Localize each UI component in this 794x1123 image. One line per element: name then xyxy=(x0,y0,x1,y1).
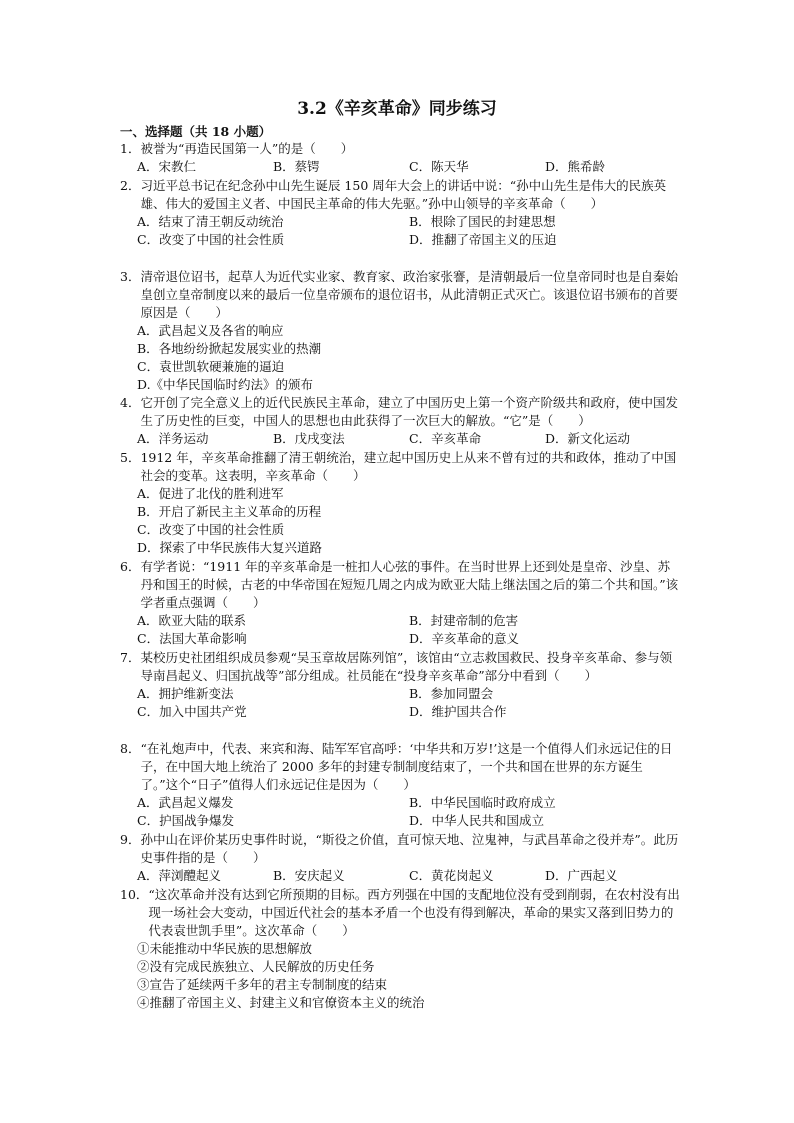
question-5 xyxy=(120,449,680,557)
option-a: A．欧亚大陆的联系 xyxy=(137,613,247,628)
option-d: D．维护国共合作 xyxy=(409,704,507,719)
page-title: 3.2《辛亥革命》同步练习 xyxy=(297,99,497,119)
question-9 xyxy=(120,831,680,885)
option-a: A．武昌起义及各省的响应 xyxy=(137,323,284,338)
option-b: B．中华民国临时政府成立 xyxy=(409,795,556,810)
question-number: 5． xyxy=(120,450,141,465)
option-a: A．武昌起义爆发 xyxy=(137,795,234,810)
option-c: C．加入中国共产党 xyxy=(137,704,247,719)
option-b: B．各地纷纷掀起发展实业的热潮 xyxy=(137,341,322,356)
option-d: D．广西起义 xyxy=(545,868,618,883)
option-a: A．宋教仁 xyxy=(137,159,197,174)
option-b: B．蔡锷 xyxy=(273,159,320,174)
question-number: 4． xyxy=(120,395,141,410)
statement-1: ①未能推动中华民族的思想解放 xyxy=(137,941,313,956)
question-6 xyxy=(120,558,680,648)
question-2 xyxy=(120,177,680,249)
option-a: A．洋务运动 xyxy=(137,431,209,446)
option-c: C．辛亥革命 xyxy=(409,431,482,446)
statement-2: ②没有完成民族独立、人民解放的历史任务 xyxy=(137,959,375,974)
option-b: B．封建帝制的危害 xyxy=(409,613,519,628)
question-number: 9． xyxy=(120,832,141,847)
option-d: D．熊希龄 xyxy=(545,159,606,174)
option-c: C．陈天华 xyxy=(409,159,469,174)
statement-3: ③宣告了延续两千多年的君主专制制度的结束 xyxy=(137,977,388,992)
question-stem: 清帝退位诏书，起草人为近代实业家、教育家、政治家张謇，是清朝最后一位皇帝同时也是自秦始皇创立皇帝制度以来的最后一位皇帝颁布的退位诏书，从此清朝正式灭亡。该退位诏书颁布的首要原因是（ ） xyxy=(140,269,678,320)
question-stem: 1912 年，辛亥革命推翻了清王朝统治，建立起中国历史上从来不曾有过的共和政体，推动了中国社会的变革。这表明，辛亥革命（ ） xyxy=(140,450,677,483)
option-b: B．根除了国民的封建思想 xyxy=(409,214,556,229)
option-a: A．促进了北伐的胜利进军 xyxy=(137,486,284,501)
statement-4: ④推翻了帝国主义、封建主义和官僚资本主义的统治 xyxy=(137,995,425,1010)
option-c: C．改变了中国的社会性质 xyxy=(137,232,285,247)
option-d: D．中华人民共和国成立 xyxy=(409,813,545,828)
question-10 xyxy=(120,886,680,1012)
question-number: 2． xyxy=(120,178,141,193)
option-a: A．萍浏醴起义 xyxy=(137,868,222,883)
question-stem: “这次革命并没有达到它所预期的目标。西方列强在中国的支配地位没有受到削弱，在农村没有出现一场社会大变动，中国近代社会的基本矛盾一个也没有得到解决，革命的果实又落到旧势力的代表袁世凯手里”。这次革命（ ） xyxy=(148,887,680,938)
section-heading: 一、选择题（共 18 小题） xyxy=(120,124,272,139)
option-b: B．戊戌变法 xyxy=(273,431,345,446)
option-c: C．黄花岗起义 xyxy=(409,868,494,883)
question-stem: 它开创了完全意义上的近代民族民主革命，建立了中国历史上第一个资产阶级共和政府，使中国发生了历史性的巨变，中国人的思想也由此获得了一次巨大的解放。“它”是（ ） xyxy=(140,395,678,428)
option-a: A．拥护维新变法 xyxy=(137,686,234,701)
option-b: B．开启了新民主主义革命的历程 xyxy=(137,504,322,519)
option-d: D．探索了中华民族伟大复兴道路 xyxy=(137,540,323,555)
option-d: D．新文化运动 xyxy=(545,431,631,446)
question-stem: 孙中山在评价某历史事件时说，“斯役之价值，直可惊天地、泣鬼神，与武昌革命之役并寿”。此历史事件指的是（ ） xyxy=(140,832,679,865)
option-a: A．结束了清王朝反动统治 xyxy=(137,214,284,229)
option-d: D.《中华民国临时约法》的颁布 xyxy=(137,377,314,392)
option-d: D．辛亥革命的意义 xyxy=(409,631,520,646)
question-stem: 被誉为“再造民国第一人”的是（ ） xyxy=(140,141,354,156)
question-number: 6． xyxy=(120,559,141,574)
question-3 xyxy=(120,268,680,394)
option-c: C．改变了中国的社会性质 xyxy=(137,522,285,537)
question-number: 8． xyxy=(120,741,141,756)
question-number: 7． xyxy=(120,650,141,665)
question-stem: 有学者说：“1911 年的辛亥革命是一桩扣人心弦的事件。在当时世界上还到处是皇帝、沙皇、苏丹和国王的时候，古老的中华帝国在短短几周之内成为欧亚大陆上继法国之后的第二个共和国。”该学者重点强调（ ） xyxy=(140,559,679,610)
option-b: B．安庆起义 xyxy=(273,868,345,883)
option-c: C．袁世凯软硬兼施的逼迫 xyxy=(137,359,285,374)
question-number: 3． xyxy=(120,269,141,284)
option-c: C．法国大革命影响 xyxy=(137,631,247,646)
question-4 xyxy=(120,394,680,448)
question-number: 10． xyxy=(120,887,149,902)
option-b: B．参加同盟会 xyxy=(409,686,494,701)
question-7 xyxy=(120,649,680,721)
question-stem: 习近平总书记在纪念孙中山先生诞辰 150 周年大会上的讲话中说：“孙中山先生是伟大的民族英雄、伟大的爱国主义者、中国民主革命的伟大先驱。”孙中山领导的辛亥革命（ ） xyxy=(140,178,667,211)
option-c: C．护国战争爆发 xyxy=(137,813,235,828)
question-1 xyxy=(120,140,680,176)
question-stem: “在礼炮声中，代表、来宾和海、陆军军官高呼：‘中华共和万岁!’这是一个值得人们永远记住的日子，在中国大地上统治了 2000 多年的封建专制制度结束了，一个共和国在世界的东方诞生了。”这个“日子”值得人们永远记住是因为（ ） xyxy=(140,741,673,792)
question-stem: 某校历史社团组织成员参观“吴玉章故居陈列馆”，该馆由“立志救国救民、投身辛亥革命、参与领导南昌起义、归国抗战等”部分组成。社员能在“投身辛亥革命”部分中看到（ ） xyxy=(140,650,673,683)
option-d: D．推翻了帝国主义的压迫 xyxy=(409,232,557,247)
question-8 xyxy=(120,740,680,830)
question-number: 1． xyxy=(120,141,141,156)
